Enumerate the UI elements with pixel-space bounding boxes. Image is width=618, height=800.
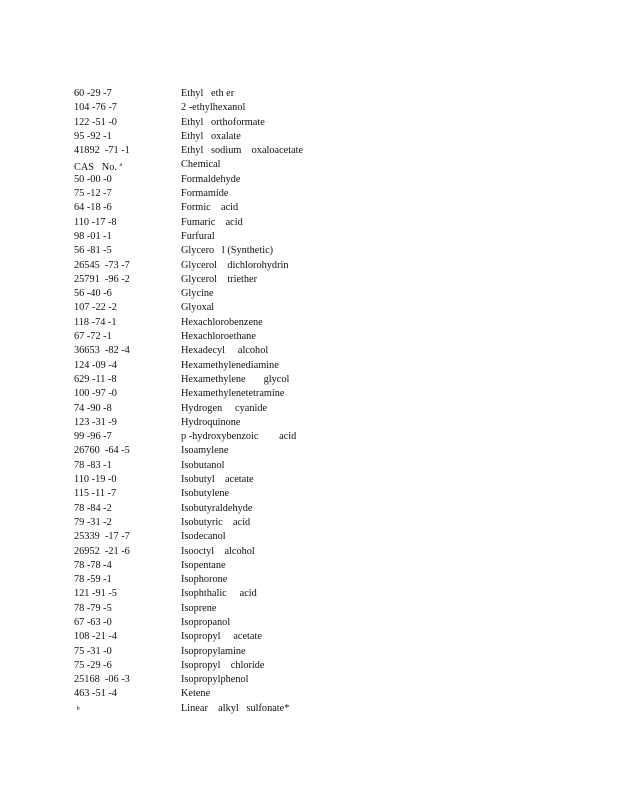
cas-number-text: 122 -51 -0 [74,116,117,128]
cas-number-text: 110 -17 -8 [74,216,117,228]
table-row [74,559,394,573]
chemical-name: Isopropylamine [181,645,246,657]
chemical-name: Glycine [181,288,214,300]
table-row [74,287,394,301]
cas-number-text: 74 -90 -8 [74,402,112,414]
chemical-name: Isobutylene [181,488,230,500]
table-row [74,645,394,659]
table-row [74,301,394,315]
chemical-name: Ethyl orthoformate [181,116,265,128]
table-row [74,502,394,516]
table-row [74,273,394,287]
chemical-name: Hexamethylenetetramine [181,388,285,400]
cas-number-text: 26545 -73 -7 [74,259,130,271]
chemical-name: Glycerol triether [181,273,258,285]
cas-number-text: 98 -01 -1 [74,230,112,242]
cas-number [74,645,112,659]
chemical-table [74,87,394,716]
cas-number-text: 110 -19 -0 [74,474,117,486]
cas-number [74,87,112,101]
cas-number-text: 41892 -71 -1 [74,145,130,157]
chemical-name: Isophorone [181,574,228,586]
cas-number [74,402,112,416]
cas-number-text: 60 -29 -7 [74,88,112,99]
cas-number-text: 629 -11 -8 [74,373,117,385]
cas-number [74,173,112,187]
chemical-name: Hexachloroethane [181,331,256,343]
chemical-name: Ethyl eth er [181,88,235,99]
cas-number-text: 26952 -21 -6 [74,545,130,557]
table-row [74,259,394,273]
table-row [74,244,394,258]
chemical-name: Ethyl sodium oxaloacetate [181,145,304,157]
table-row [74,230,394,244]
cas-number-text: 67 -63 -0 [74,616,112,628]
table-row [74,101,394,115]
cas-number-text: 78 -84 -2 [74,502,112,514]
table-row [74,144,394,158]
chemical-name: p -hydroxybenzoic acid [181,431,297,443]
table-row [74,344,394,358]
cas-number-text: 67 -72 -1 [74,331,112,343]
cas-number-text: 50 -00 -0 [74,173,112,185]
cas-number-text: 26760 -64 -5 [74,445,130,457]
chemical-name: Isopropyl chloride [181,659,265,671]
table-row [74,587,394,601]
table-row [74,373,394,387]
table-row [74,573,394,587]
table-row [74,402,394,416]
chemical-name: Formaldehyde [181,173,241,185]
cas-number-text: 78 -59 -1 [74,574,112,586]
chemical-name: Hexachlorobenzene [181,316,263,328]
chemical-name: Isoamylene [181,445,229,457]
table-row [74,116,394,130]
chemical-name: Hexamethylene glycol [181,373,290,385]
chemical-name: Isopropylphenol [181,674,249,686]
chemical-name: Glycero l (Synthetic) [181,245,274,257]
cas-number-text: 78 -83 -1 [74,459,112,471]
cas-number [74,287,112,301]
cas-number-text: 64 -18 -6 [74,202,112,214]
table-row [74,530,394,544]
chemical-name: Ethyl oxalate [181,130,241,142]
table-row [74,201,394,215]
cas-number [74,702,80,719]
cas-number [74,530,130,544]
cas-number [74,101,117,115]
chemical-name: Fumaric acid [181,216,243,228]
table-row [74,387,394,401]
chemical-name: Hydroquinone [181,416,241,428]
table-row [74,130,394,144]
cas-number-text: 25339 -17 -7 [74,531,130,543]
chemical-name: 2 -ethylhexanol [181,102,246,114]
cas-number-text: 78 -79 -5 [74,602,112,614]
cas-number-text: 463 -51 -4 [74,688,117,700]
table-row [74,673,394,687]
cas-number-text: 118 -74 -1 [74,316,117,328]
table-row [74,444,394,458]
cas-number-text: 36653 -82 -4 [74,345,130,357]
cas-number [74,516,112,530]
cas-number-text: 104 -76 -7 [74,102,117,114]
table-row [74,630,394,644]
chemical-name: Isopropanol [181,616,231,628]
footnote-marker: a [119,162,123,169]
chemical-name: Chemical [181,159,221,171]
cas-number [74,473,117,487]
chemical-name: Glyoxal [181,302,215,314]
cas-number [74,244,112,258]
cas-number [74,344,130,358]
cas-number [74,144,130,158]
table-row [74,359,394,373]
cas-number-text: 123 -31 -9 [74,416,117,428]
cas-number-text: 121 -91 -5 [74,588,117,600]
cas-number [74,502,112,516]
table-row [74,416,394,430]
chemical-name: Isobutyric acid [181,516,251,528]
chemical-name: Isobutanol [181,459,225,471]
cas-number [74,587,117,601]
chemical-name: Formamide [181,188,229,200]
chemical-name: Hydrogen cyanide [181,402,268,414]
cas-number [74,444,130,458]
cas-number [74,573,112,587]
table-row [74,687,394,701]
cas-number [74,216,117,230]
chemical-name: Ketene [181,688,211,700]
cas-number-text: 79 -31 -2 [74,516,112,528]
cas-number [74,273,130,287]
chemical-name: Isooctyl alcohol [181,545,255,557]
cas-number [74,301,117,315]
cas-number [74,659,112,673]
cas-number [74,630,117,644]
cas-number [74,487,116,501]
cas-number-text: 99 -96 -7 [74,431,112,443]
table-row [74,459,394,473]
cas-number-text: 56 -81 -5 [74,245,112,257]
chemical-name: Hexadecyl alcohol [181,345,269,357]
cas-number [74,373,117,387]
cas-number [74,387,117,401]
chemical-name: Linear alkyl sulfonate* [181,702,290,714]
cas-number [74,187,112,201]
table-row [74,430,394,444]
chemical-name: Isopentane [181,559,226,571]
table-row [74,545,394,559]
cas-number-text: 100 -97 -0 [74,388,117,400]
cas-number [74,687,117,701]
cas-number-text: 78 -78 -4 [74,559,112,571]
cas-number [74,673,130,687]
chemical-name: Isoprene [181,602,217,614]
cas-number-text: CAS No. [74,162,117,174]
table-row [74,659,394,673]
table-row [74,602,394,616]
chemical-name: Isodecanol [181,531,226,543]
cas-number-text: 124 -09 -4 [74,359,117,371]
cas-number [74,230,112,244]
cas-number-text: 56 -40 -6 [74,288,112,300]
cas-number-text: 25791 -96 -2 [74,273,130,285]
table-row [74,616,394,630]
cas-number [74,130,112,144]
chemical-name: Isobutyraldehyde [181,502,253,514]
cas-number [74,316,117,330]
cas-number [74,116,117,130]
cas-number-text: 75 -29 -6 [74,659,112,671]
cas-number [74,359,117,373]
cas-number [74,616,112,630]
cas-number [74,201,112,215]
cas-number-text: 95 -92 -1 [74,130,112,142]
cas-number [74,602,112,616]
cas-number-text: 107 -22 -2 [74,302,117,314]
chemical-name: Isobutyl acetate [181,474,254,486]
footnote-marker: b [76,705,80,712]
chemical-name: Formic acid [181,202,239,214]
chemical-name: Hexamethylenediamine [181,359,279,371]
cas-number [74,430,112,444]
cas-number-text: 75 -31 -0 [74,645,112,657]
chemical-name: Isopropyl acetate [181,631,262,643]
cas-number [74,559,112,573]
table-row [74,516,394,530]
cas-number-text: 75 -12 -7 [74,188,112,200]
cas-number [74,459,112,473]
chemical-name: Isophthalic acid [181,588,257,600]
cas-number [74,416,117,430]
table-row [74,173,394,187]
table-row [74,216,394,230]
cas-number [74,330,112,344]
cas-number-text: 115 -11 -7 [74,488,117,500]
chemical-name: Glycerol dichlorohydrin [181,259,289,271]
table-row [74,473,394,487]
table-row [74,702,394,716]
cas-number-text: 25168 -06 -3 [74,674,130,686]
table-row [74,187,394,201]
table-row [74,87,394,101]
table-row [74,316,394,330]
cas-number [74,545,130,559]
table-row [74,330,394,344]
table-row [74,158,394,172]
table-row [74,487,394,501]
cas-number [74,259,130,273]
cas-number-text: 108 -21 -4 [74,631,117,643]
chemical-name: Furfural [181,230,215,242]
